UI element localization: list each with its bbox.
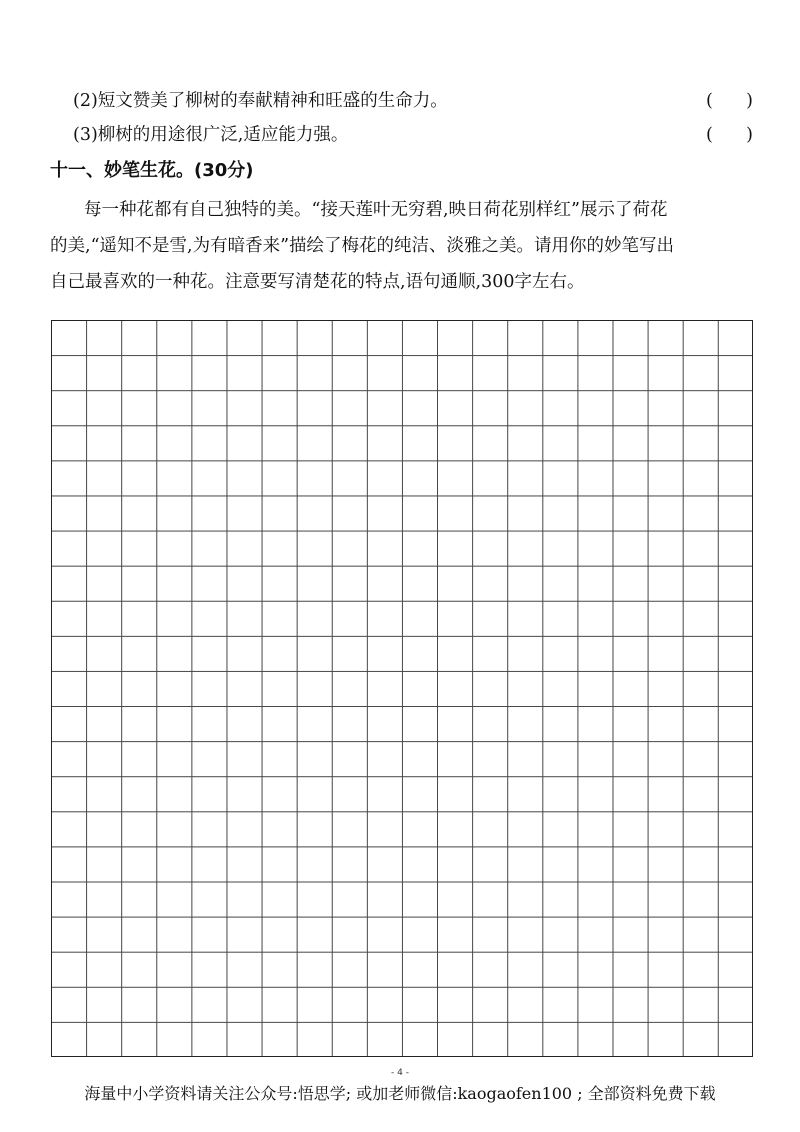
judgment-statement: (3)柳树的用途很广泛,适应能力强。 <box>73 125 349 145</box>
judgment-item-2 <box>73 88 753 114</box>
prompt-line-3: 自己最喜欢的一种花。注意要写清楚花的特点,语句通顺,300字左右。 <box>50 272 585 292</box>
judgment-statement: (2)短文赞美了柳树的奉献精神和旺盛的生命力。 <box>73 91 448 111</box>
prompt-line-1: 每一种花都有自己独特的美。“接天莲叶无穷碧,映日荷花别样红”展示了荷花 <box>84 200 668 220</box>
answer-parentheses[interactable]: ( ) <box>705 125 753 145</box>
answer-parentheses[interactable]: ( ) <box>705 91 753 111</box>
prompt-line-2: 的美,“遥知不是雪,为有暗香来”描绘了梅花的纯洁、淡雅之美。请用你的妙笔写出 <box>50 236 675 256</box>
judgment-item-3 <box>73 122 753 148</box>
section-title: 十一、妙笔生花。(30分) <box>50 160 254 181</box>
writing-grid[interactable] <box>51 320 753 1057</box>
page-number: - 4 - <box>391 1068 409 1078</box>
footer-note: 海量中小学资料请关注公众号:悟思学; 或加老师微信:kaogaofen100 ; 全部资料免费下载 <box>84 1084 716 1103</box>
